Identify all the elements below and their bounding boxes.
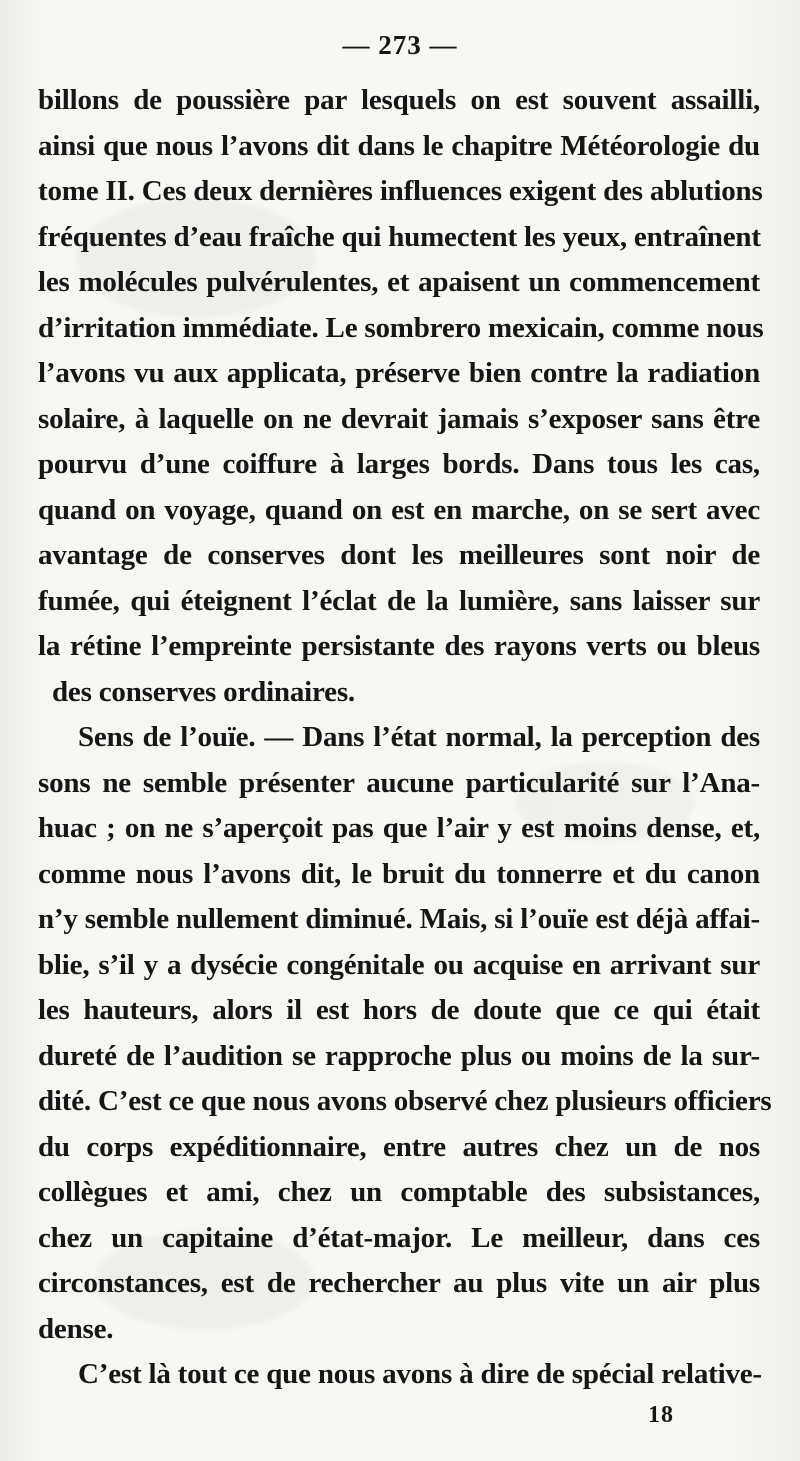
- body-text: [38, 78, 772, 1398]
- text-line: dureté de l’audition se rapproche plus ou moins de la sur-: [38, 1039, 760, 1072]
- text-line: circonstances, est de rechercher au plus vite un air plus: [38, 1267, 760, 1299]
- text-line: tome II. Ces deux dernières influences exigent des ablutions: [38, 175, 763, 207]
- text-line: C’est là tout ce que nous avons à dire de spécial relative-: [78, 1358, 762, 1390]
- text-line: fréquentes d’eau fraîche qui humectent les yeux, entraînent: [38, 220, 761, 253]
- text-line: fumée, qui éteignent l’éclat de la lumière, sans laisser sur: [38, 584, 760, 617]
- text-line: des conserves ordinaires.: [52, 675, 355, 708]
- text-line: d’irritation immédiate. Le sombrero mexicain, comme nous: [38, 311, 764, 344]
- text-line: ainsi que nous l’avons dit dans le chapitre Météorologie du: [38, 129, 760, 162]
- text-line: billons de poussière par lesquels on est souvent assailli,: [38, 84, 760, 116]
- text-line: quand on voyage, quand on est en marche, on se sert avec: [38, 493, 760, 526]
- text-line: blie, s’il y a dysécie congénitale ou acquise en arrivant sur: [38, 948, 760, 981]
- text-line: la rétine l’empreinte persistante des rayons verts ou bleus: [38, 630, 760, 662]
- page-number-header: — 273 —: [342, 30, 458, 60]
- text-line: dense.: [38, 1312, 114, 1345]
- text-line: n’y semble nullement diminué. Mais, si l’ouïe est déjà affai-: [38, 903, 760, 935]
- text-line: les hauteurs, alors il est hors de doute que ce qui était: [38, 994, 760, 1026]
- text-line: dité. C’est ce que nous avons observé chez plusieurs officiers: [38, 1085, 772, 1117]
- text-line: sons ne semble présenter aucune particularité sur l’Ana-: [38, 766, 760, 799]
- text-line: avantage de conserves dont les meilleures sont noir de: [38, 539, 760, 571]
- text-line: comme nous l’avons dit, le bruit du tonnerre et du canon: [38, 857, 760, 890]
- text-line: l’avons vu aux applicata, préserve bien contre la radiation: [38, 357, 760, 389]
- text-line: du corps expéditionnaire, entre autres chez un de nos: [38, 1130, 760, 1163]
- section-heading-line: Sens de l’ouïe. — Dans l’état normal, la perception des: [78, 721, 760, 753]
- page-signature: 18: [648, 1402, 674, 1428]
- text-line: pourvu d’une coiffure à larges bords. Dans tous les cas,: [38, 448, 760, 480]
- text-line: chez un capitaine d’état-major. Le meilleur, dans ces: [38, 1221, 760, 1254]
- text-line: les molécules pulvérulentes, et apaisent un commencement: [38, 266, 760, 298]
- text-line: solaire, à laquelle on ne devrait jamais s’exposer sans être: [38, 402, 760, 435]
- text-line: collègues et ami, chez un comptable des subsistances,: [38, 1176, 760, 1208]
- text-line: huac ; on ne s’aperçoit pas que l’air y est moins dense, et,: [38, 812, 760, 844]
